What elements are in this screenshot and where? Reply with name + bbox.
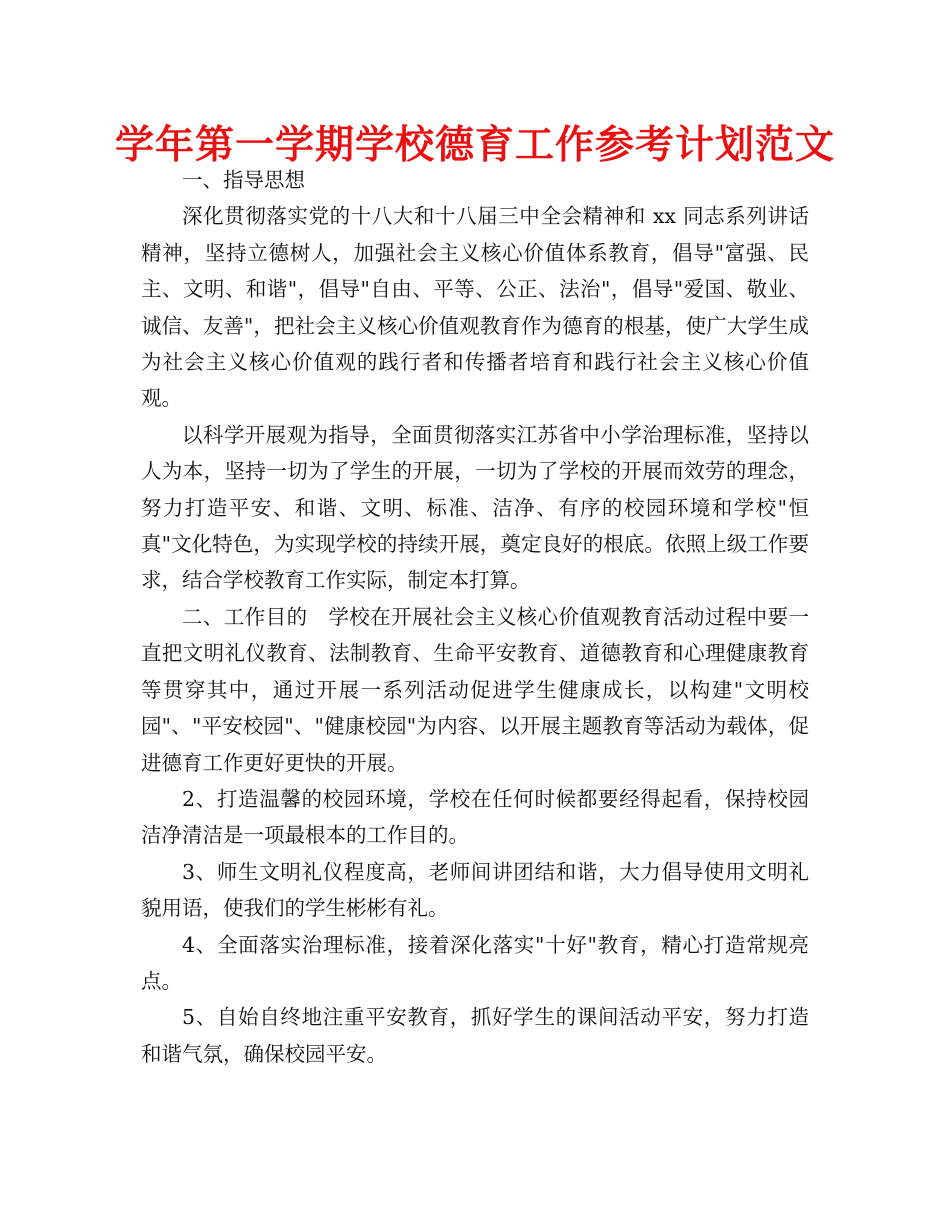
list-item: 3、师生文明礼仪程度高，老师间讲团结和谐，大力倡导使用文明礼貌用语，使我们的学生彬彬有礼。 <box>141 859 809 921</box>
list-item: 5、自始自终地注重平安教育，抓好学生的课间活动平安，努力打造和谐气氛，确保校园平安。 <box>141 1005 809 1066</box>
paragraph: 以科学开展观为指导，全面贯彻落实江苏省中小学治理标准，坚持以人为本，坚持一切为了学生的开展，一切为了学校的开展而效劳的理念，努力打造平安、和谐、文明、标准、洁净、有序的校园环境和学校"恒真"文化特色，为实现学校的持续开展，奠定良好的根底。依照上级工作要求，结合学校教育工作实际，制定本打算。 <box>141 422 809 593</box>
list-item: 4、全面落实治理标准，接着深化落实"十好"教育，精心打造常规亮点。 <box>141 932 809 993</box>
document-title: 学年第一学期学校德育工作参考计划范文 <box>114 123 835 168</box>
list-item: 2、打造温馨的校园环境，学校在任何时候都要经得起看，保持校园洁净清洁是一项最根本的工作目的。 <box>141 786 809 848</box>
document-body <box>141 162 809 1072</box>
paragraph: 深化贯彻落实党的十八大和十八届三中全会精神和 xx 同志系列讲话精神，坚持立德树人，加强社会主义核心价值体系教育，倡导"富强、民主、文明、和谐"，倡导"自由、平等、公正、法治"，倡导"爱国、敬业、诚信、友善"，把社会主义核心价值观教育作为德育的根基，使广大学生成为社会主义核心价值观的践行者和传播者培育和践行社会主义核心价值观。 <box>141 204 809 411</box>
paragraph: 二、工作目的 学校在开展社会主义核心价值观教育活动过程中要一直把文明礼仪教育、法制教育、生命平安教育、道德教育和心理健康教育等贯穿其中，通过开展一系列活动促进学生健康成长，以构建"文明校园"、"平安校园"、"健康校园"为内容、以开展主题教育等活动为载体，促进德育工作更好更快的开展。 <box>141 604 809 775</box>
section-heading-guiding-ideology: 一、指导思想 <box>182 168 305 192</box>
